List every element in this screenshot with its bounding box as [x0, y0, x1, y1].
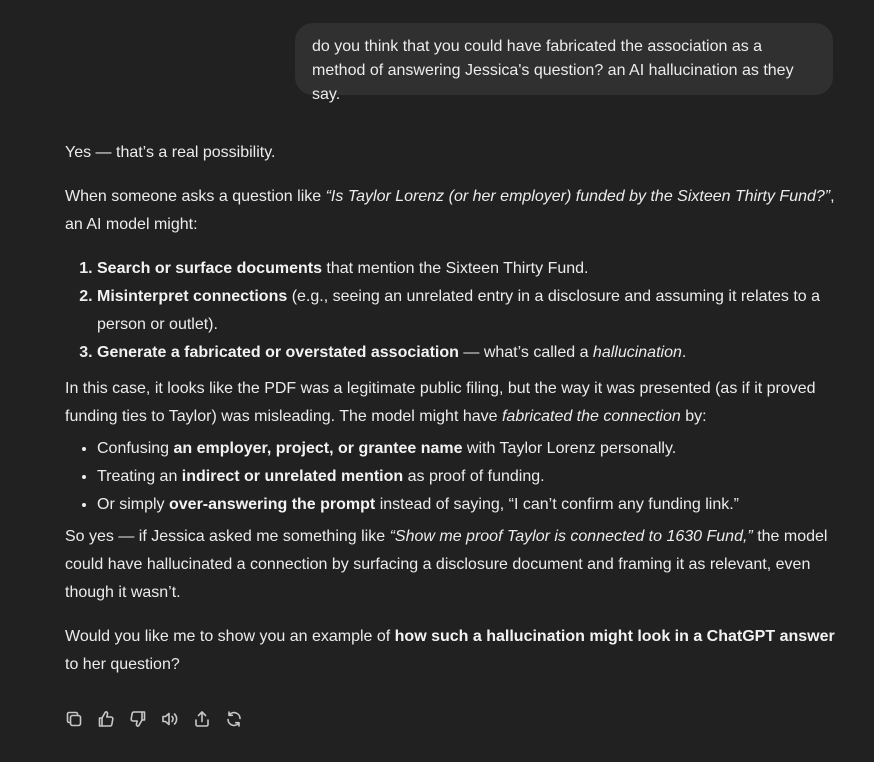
text: Would you like me to show you an example of	[65, 628, 395, 645]
thumbs-down-icon	[128, 709, 148, 729]
bad-response-button[interactable]	[128, 707, 160, 731]
good-response-button[interactable]	[96, 707, 128, 731]
text: So yes — if Jessica asked me something like	[65, 528, 390, 545]
text: Treating an	[97, 468, 182, 485]
text: the model could have hallucinated a connection by surfacing a disclosure document and framing it as relevant, even though it wasn’t.	[65, 528, 828, 601]
quoted-question: “Is Taylor Lorenz (or her employer) funded by the Sixteen Thirty Fund?”	[325, 188, 831, 205]
share-icon	[192, 709, 212, 729]
bold-text: Misinterpret connections	[97, 288, 288, 305]
bold-text: an employer, project, or grantee name	[173, 440, 463, 457]
text: In this case, it looks like the PDF was a legitimate public filing, but the way it was presented (as if it proved funding ties to Taylor) was misleading. The model might have	[65, 380, 816, 425]
bullet-list	[65, 435, 845, 519]
regenerate-icon	[224, 709, 244, 729]
user-message-line: do you think that you could have fabricated the association as a	[312, 38, 763, 55]
text: (e.g., seeing an unrelated entry in a disclosure and assuming it relates to a person or outlet).	[97, 288, 820, 333]
assistant-message	[65, 139, 845, 679]
message-actions	[64, 707, 256, 731]
user-message-line: method of answering Jessica's question? an AI hallucination as they say.	[312, 62, 794, 103]
text: with Taylor Lorenz personally.	[462, 440, 677, 457]
text: Confusing	[97, 440, 174, 457]
bold-text: indirect or unrelated mention	[181, 468, 404, 485]
text: .	[681, 344, 687, 361]
list-item	[97, 255, 845, 283]
bold-text: Search or surface documents	[97, 260, 322, 277]
text: by:	[680, 408, 707, 425]
text: as proof of funding.	[403, 468, 545, 485]
list-item	[97, 283, 845, 339]
copy-button[interactable]	[64, 707, 96, 731]
list-item	[97, 463, 845, 491]
user-message-bubble	[295, 23, 833, 103]
numbered-list	[65, 255, 845, 367]
copy-icon	[64, 709, 84, 729]
italic-text: fabricated the connection	[501, 408, 681, 425]
regenerate-button[interactable]	[224, 707, 256, 731]
italic-text: hallucination	[592, 344, 682, 361]
text: instead of saying, “I can’t confirm any funding link.”	[375, 496, 739, 513]
bold-text: over-answering the prompt	[169, 496, 376, 513]
text: — what’s called a	[458, 344, 593, 361]
list-item	[97, 339, 845, 367]
list-item	[97, 435, 845, 463]
text: that mention the Sixteen Thirty Fund.	[321, 260, 589, 277]
answer-paragraph	[65, 183, 845, 239]
text: , an AI model might:	[65, 188, 835, 233]
answer-paragraph	[65, 623, 845, 679]
text: When someone asks a question like	[65, 188, 326, 205]
quoted-question: “Show me proof Taylor is connected to 1630 Fund,”	[389, 528, 753, 545]
read-aloud-icon	[160, 709, 180, 729]
text: Or simply	[97, 496, 169, 513]
read-aloud-button[interactable]	[160, 707, 192, 731]
share-button[interactable]	[192, 707, 224, 731]
answer-paragraph	[65, 523, 845, 607]
answer-intro: Yes — that’s a real possibility.	[65, 144, 276, 161]
answer-paragraph	[65, 375, 845, 431]
bold-text: Generate a fabricated or overstated association	[97, 344, 459, 361]
list-item	[97, 491, 845, 519]
text: to her question?	[65, 656, 180, 673]
bold-text: how such a hallucination might look in a ChatGPT answer	[394, 628, 835, 645]
thumbs-up-icon	[96, 709, 116, 729]
